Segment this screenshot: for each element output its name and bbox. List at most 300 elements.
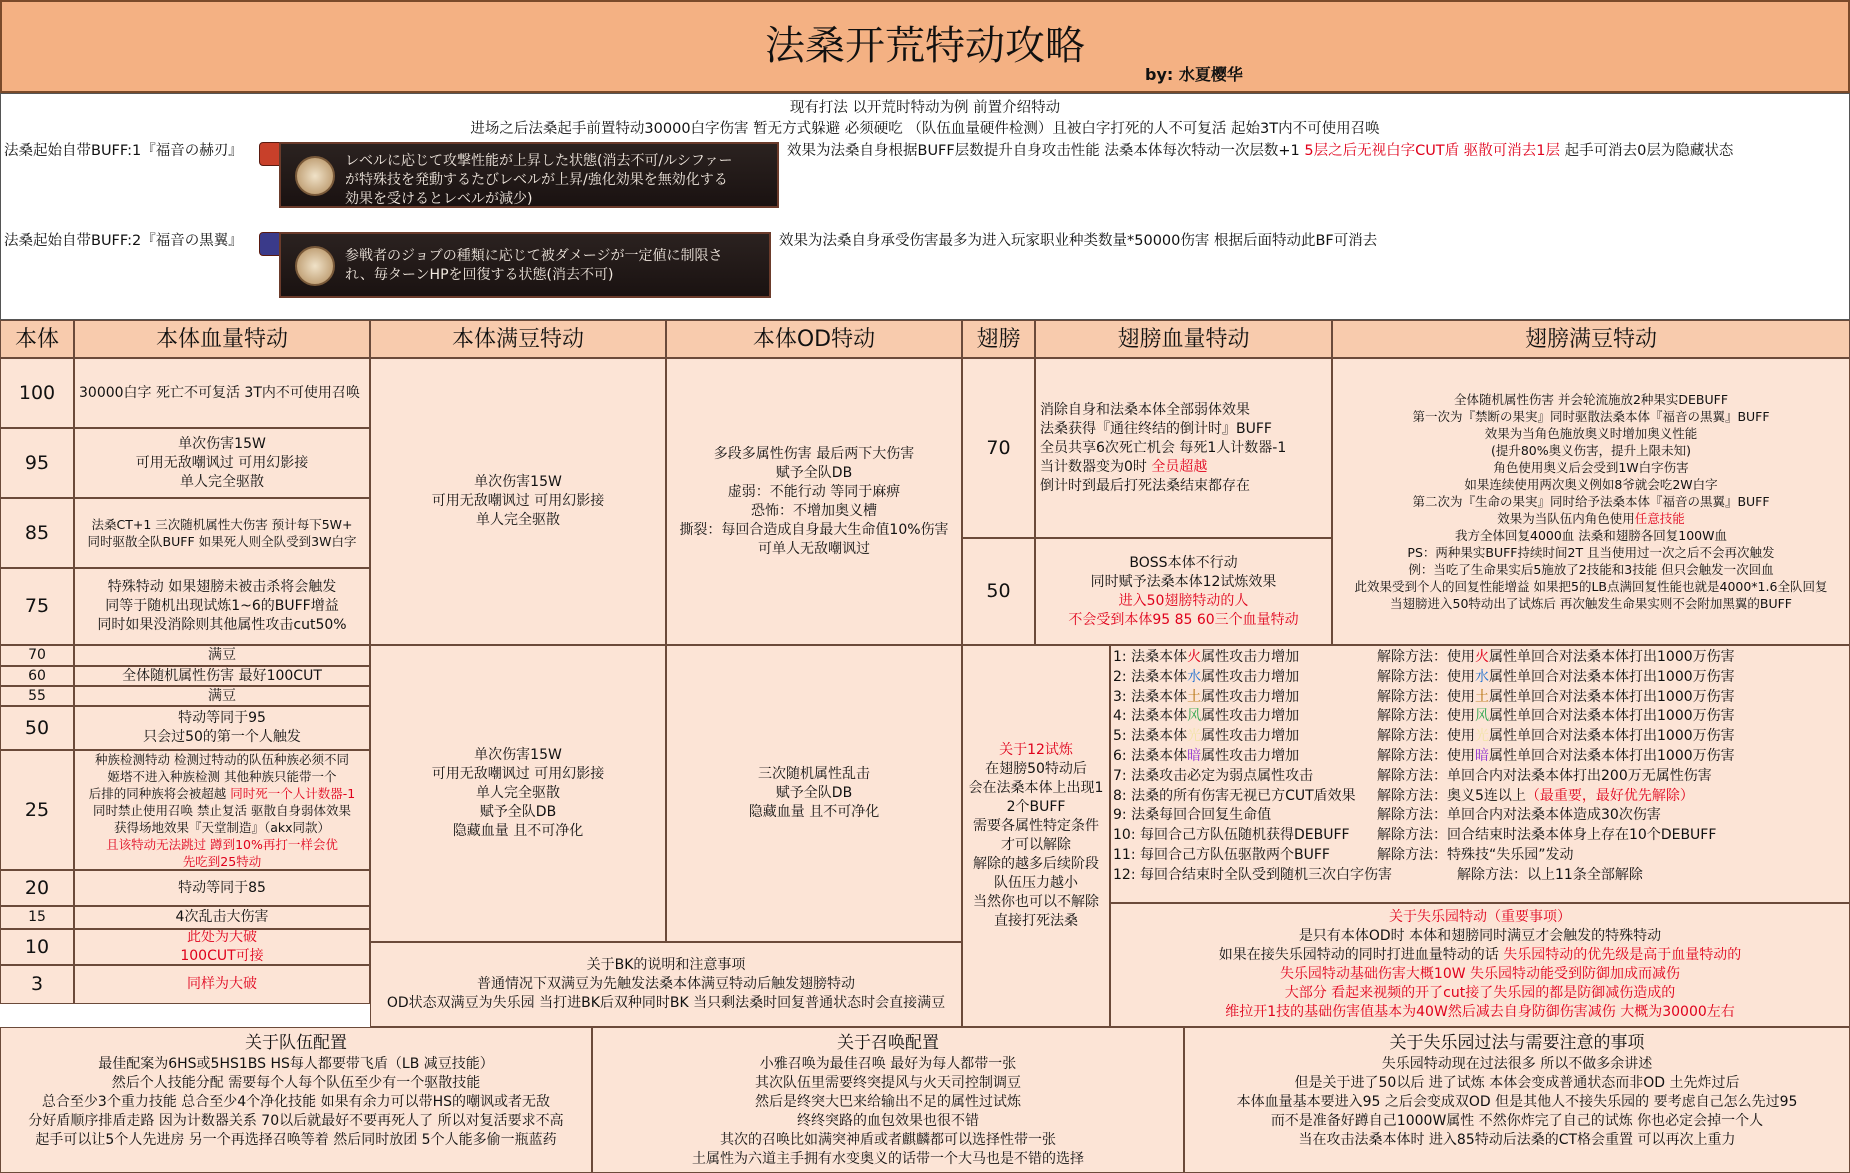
summon-line-1: 其次队伍里需要终突提风与火天司控制调豆 [755, 1075, 1021, 1091]
wing-full-line-2 [1333, 425, 1849, 442]
trial-note [962, 645, 1110, 1027]
body-hp-25 [74, 750, 370, 870]
body-hp-line: 姬塔不进入种族检测 其他种族只能带一个 [107, 768, 337, 784]
bk-note-line-2: OD状态双满豆为失乐园 当打进BK后双种同时BK 当只剩法桑时回复普通状态时会直接满豆 [386, 995, 946, 1011]
body-hp-text [75, 516, 369, 550]
trial-effect-b: 属性攻击力增加 [1201, 688, 1300, 705]
body-od-upper [666, 358, 962, 645]
trial-item-7 [1113, 767, 1313, 786]
team-line-0: 最佳配案为6HS或5HS1BS HS每人都要带飞盾（LB 减豆技能） [98, 1056, 494, 1072]
trial-num: 11: [1113, 847, 1140, 863]
body-hp-line: 同时驱散全队BUFF 如果死人则全队受到3W白字 [87, 534, 357, 549]
trial-element: 火 [1187, 649, 1202, 665]
body-pct-label: 85 [24, 521, 50, 544]
wing-full-text: 例：当吃了生命果实后5施放了2技能和3技能 但只会触发一次回血 [1408, 562, 1774, 577]
buff1-screenshot [279, 142, 779, 208]
body-hp-text [79, 384, 369, 403]
body-hp-line: 同时禁止使用召唤 禁止复活 驱散自身弱体效果 [93, 802, 351, 818]
summon-line-4: 其次的召唤比如满突神盾或者麒麟都可以选择性带一张 [720, 1132, 1056, 1148]
wing-full-line-1 [1333, 408, 1849, 425]
paradise-route [1184, 1027, 1850, 1173]
body-hp-line: 特动等同于85 [178, 879, 266, 896]
od-upper-line-2: 虚弱：不能行动 等同于麻痹 [727, 483, 901, 500]
buff1-desc-red: 5层之后无视白字CUT盾 驱散可消去1层 [1304, 143, 1560, 159]
full-upper-line-0: 单次伤害15W [474, 474, 562, 490]
header-body: 本体 [0, 320, 74, 358]
trials-panel [1110, 645, 1850, 903]
full-upper-line-1: 可用无敌嘲讽过 可用幻影接 [431, 493, 605, 509]
wing70-text: 消除自身和法桑本体全部弱体效果 [1040, 401, 1250, 418]
wing-full-line-10 [1333, 561, 1849, 578]
trial-num: 3: [1113, 688, 1132, 705]
trial-effect: 法桑本体 [1131, 748, 1188, 764]
body-pct-label: 15 [28, 909, 46, 925]
body-hp-red-line: 此处为大破 [187, 929, 257, 945]
body-hp-text [75, 975, 369, 994]
full-lower-line-3: 赋予全队DB [479, 804, 557, 820]
body-pct-label: 3 [30, 973, 44, 995]
trial-solution-text: 解除方法：回合结束时法桑本体身上存在10个DEBUFF [1377, 827, 1717, 844]
wing-full [1332, 358, 1850, 645]
body-hp-red-line: 先吃到25特动 [182, 853, 262, 869]
wing70-line-4 [1040, 477, 1331, 496]
body-hp-50 [74, 706, 370, 750]
trial-solution-element: 光 [1475, 728, 1489, 745]
trial-solution-rest: 属性单回合对法桑本体打出1000万伤害 [1489, 649, 1735, 665]
trial-solution-element: 土 [1475, 688, 1489, 705]
body-hp-red-line: 100CUT可接 [180, 948, 264, 964]
paradise-route-title: 关于失乐园过法与需要注意的事项 [1389, 1033, 1645, 1053]
body-hp-line: 特殊特动 如果翅膀未被击杀将会触发 [107, 579, 337, 595]
od-upper-line-1: 赋予全队DB [775, 464, 853, 481]
route-line-3: 而不是准备好蹲自己1000W属性 不然你炸完了自己的试炼 你也必定会掉一个人 [1270, 1113, 1764, 1129]
body-pct-3 [0, 965, 74, 1004]
body-hp-line: 只会过50的第一个人触发 [143, 729, 301, 745]
wing-pct-70-label: 70 [986, 436, 1011, 459]
wing70-line-1 [1040, 420, 1331, 439]
body-hp-75 [74, 568, 370, 645]
body-pct-60 [0, 666, 74, 686]
paradise-line-4: 大部分 看起来视频的开了cut接了失乐园的都是防御减伤造成的 [1284, 985, 1676, 1001]
blade-icon [295, 156, 335, 196]
trial-note-line-4: 才可以解除 [1001, 837, 1071, 853]
route-line-1: 但是关于进了50以后 进了试炼 本体会变成普通状态而非OD 土先炸过后 [1294, 1075, 1740, 1091]
trial-note-line-7: 当然你也可以不解除 [973, 894, 1099, 910]
team-line-4: 起手可以让5个人先进房 另一个再选择召唤等着 然后同时放团 5个人能多偷一瓶蓝药 [35, 1132, 557, 1148]
buff1-desc-b: 起手可消去0层为隐藏状态 [1564, 143, 1734, 159]
trial-element: 风 [1187, 708, 1202, 725]
wing-full-text: 第一次为『禁断の果実』同时驱散法桑本体『福音の黒翼』BUFF [1412, 409, 1770, 424]
buff1-jp-line3: 効果を受けるとレベルが減少) [345, 191, 533, 207]
body-pct-label: 60 [28, 667, 46, 684]
wing-hp-70 [1035, 358, 1332, 538]
body-hp-60 [74, 666, 370, 686]
summon-config [592, 1027, 1184, 1173]
wing50-red-0: 进入50翅膀特动的人 [1118, 592, 1249, 609]
trial-solution-3 [1377, 688, 1735, 707]
wing-pct-70 [962, 358, 1035, 538]
buff2-jp-line1: 参戦者のジョブの種類に応じて被ダメージが一定値に制限さ [345, 248, 723, 264]
trial-note-line-0: 在翅膀50特动后 [985, 761, 1087, 777]
trial-solution-text: 解除方法：单回合内对法桑本体打出200万无属性伤害 [1377, 767, 1712, 784]
trial-solution-rest: 属性单回合对法桑本体打出1000万伤害 [1489, 728, 1735, 745]
wing-full-line-6 [1333, 493, 1849, 510]
body-pct-label: 70 [28, 647, 46, 663]
trial-solution-9 [1377, 806, 1661, 825]
trial-item-5 [1113, 727, 1299, 746]
trial-num: 4: [1113, 708, 1132, 725]
wing70-text: 法桑获得『通往终结的倒计时』BUFF [1040, 420, 1272, 437]
trial-effect: 法桑本体 [1131, 688, 1188, 705]
page-title: 法桑开荒特动攻略 [765, 23, 1085, 69]
body-hp-line: 全体随机属性伤害 最好100CUT [122, 667, 322, 684]
body-pct-15 [0, 906, 74, 929]
trial-element: 土 [1187, 688, 1202, 705]
wing-pct-50 [962, 538, 1035, 645]
trial-solution-text: 解除方法：使用 [1377, 728, 1475, 745]
trial-item-11 [1113, 846, 1330, 865]
wing-full-line-3 [1333, 442, 1849, 459]
body-hp-line: 30000白字 死亡不可复活 3T内不可使用召唤 [79, 384, 360, 401]
full-lower-line-4: 隐藏血量 且不可净化 [452, 823, 584, 839]
body-hp-100 [74, 358, 370, 428]
wing-full-text: 效果为当角色施放奥义时增加奥义性能 [1484, 426, 1698, 441]
trial-solution-rest: 属性单回合对法桑本体打出1000万伤害 [1489, 708, 1735, 725]
wing-full-text: 此效果受到个人的回复性能增益 如果把5的LB点满回复性能也就是4000*1.6全队回复 [1354, 579, 1828, 594]
wing-pct-50-label: 50 [986, 580, 1011, 602]
trial-effect-b: 属性攻击力增加 [1201, 649, 1300, 665]
trial-num: 2: [1113, 668, 1132, 685]
trial-solution-1 [1377, 648, 1735, 667]
header-wing: 翅膀 [962, 320, 1035, 358]
body-pct-10 [0, 929, 74, 965]
trial-solution-text: 解除方法：使用 [1377, 649, 1475, 665]
wing-full-line-9 [1333, 544, 1849, 561]
wing-full-text: 当翅膀进入50特动出了试炼后 再次触发生命果实则不会附加黑翼的BUFF [1390, 596, 1792, 611]
trial-effect: 每回合结束时全队受到随机三次白字伤害 [1139, 866, 1392, 883]
trial-solution-red: （最重要，最好优先解除） [1525, 787, 1694, 804]
trial-solution-10 [1377, 826, 1716, 845]
wing70-line-2 [1040, 439, 1331, 458]
trial-num: 7: [1113, 767, 1132, 784]
od-upper-line-0: 多段多属性伤害 最后两下大伤害 [713, 445, 915, 462]
trial-solution-element: 水 [1475, 668, 1489, 685]
full-upper-line-2: 单人完全驱散 [476, 512, 560, 528]
bk-note-line-1: 普通情况下双满豆为先触发法桑本体满豆特动后触发翅膀特动 [477, 976, 855, 992]
paradise-title: 关于失乐园特动（重要事项） [1389, 909, 1571, 925]
buff2-screenshot [279, 232, 771, 298]
wing-full-line-4 [1333, 459, 1849, 476]
body-hp-line-text: 后排的同种族将会被超越 [88, 785, 227, 801]
trial-element: 水 [1187, 668, 1202, 685]
intro-line-1: 现有打法 以开荒时特动为例 前置介绍特动 [789, 100, 1061, 116]
trial-num: 10: [1113, 827, 1140, 844]
trial-effect: 法桑本体 [1131, 708, 1188, 725]
trial-effect-b: 属性攻击力增加 [1201, 668, 1300, 685]
header-wing-hp: 翅膀血量特动 [1035, 320, 1332, 358]
trial-item-8 [1113, 787, 1356, 806]
trial-effect-b: 属性攻击力增加 [1201, 708, 1300, 725]
trial-solution-text: 解除方法：单回合内对法桑本体造成30次伤害 [1377, 807, 1661, 824]
summon-line-0: 小雅召唤为最佳召唤 最好为每人都带一张 [759, 1056, 1017, 1072]
header-body-od: 本体OD特动 [666, 320, 962, 358]
body-pct-label: 20 [24, 876, 50, 899]
body-hp-95 [74, 428, 370, 498]
body-hp-line: 获得场地效果『天堂制造』（akx同款） [113, 819, 331, 835]
wing-full-text: 如果连续使用两次奥义例如8爷就会吃2W白字 [1464, 477, 1718, 492]
team-line-3: 分好盾顺序排盾走路 因为计数器关系 70以后就最好不要再死人了 所以对复活要求不高 [28, 1113, 564, 1129]
wing70-line-3 [1040, 458, 1331, 477]
trial-solution-12 [1457, 866, 1643, 885]
body-hp-20 [74, 870, 370, 906]
summon-line-5: 土属性为六道主手拥有水变奥义的话带一个大马也是不错的选择 [692, 1151, 1084, 1167]
body-hp-text [75, 879, 369, 898]
body-hp-85 [74, 498, 370, 568]
paradise-line-5: 维拉开1技的基础伤害值基本为40W然后减去自身防御伤害减伤 大概为30000左右 [1225, 1004, 1735, 1020]
body-pct-100 [0, 358, 74, 428]
wing-full-text: 第二次为『生命の果実』同时给予法桑本体『福音の黒翼』BUFF [1412, 494, 1770, 509]
bk-note [370, 942, 962, 1027]
trial-item-10 [1113, 826, 1350, 845]
trial-note-title: 关于12试炼 [999, 742, 1073, 758]
trial-item-9 [1113, 806, 1271, 825]
od-upper-line-5: 可单人无敌嘲讽过 [758, 540, 870, 557]
body-pct-70 [0, 645, 74, 666]
wing-full-line-7 [1333, 510, 1849, 527]
trial-effect: 法桑本体 [1131, 649, 1188, 665]
body-pct-85 [0, 498, 74, 568]
buff1-jp-line2: が特殊技を発動するたびレベルが上昇/強化効果を無効化する [345, 172, 728, 188]
wing-full-text: PS：两种果实BUFF持续时间2T 且当使用过一次之后不会再次触发 [1407, 545, 1775, 560]
header-body-full: 本体满豆特动 [370, 320, 666, 358]
team-config [0, 1027, 592, 1173]
wing-icon [295, 246, 335, 286]
wing70-line-0 [1040, 401, 1331, 420]
body-hp-red-line: 且该特动无法跳过 蹲到10%再打一样会优 [106, 836, 338, 852]
body-hp-line: 法桑CT+1 三次随机属性大伤害 预计每下5W+ [91, 517, 353, 532]
od-lower-line-0: 三次随机属性乱击 [758, 766, 870, 782]
body-hp-text [75, 435, 369, 492]
trial-num: 1: [1113, 649, 1132, 665]
trial-note-line-1: 会在法桑本体上出现1 [968, 780, 1104, 796]
paradise-note [1110, 903, 1850, 1027]
team-line-2: 总合至少3个重力技能 总合至少4个净化技能 如果有余力可以带HS的嘲讽或者无敌 [41, 1094, 551, 1110]
trial-num: 6: [1113, 748, 1132, 764]
body-hp-line: 满豆 [208, 687, 236, 704]
wing-full-text: 角色使用奥义后会受到1W白字伤害 [1493, 460, 1689, 475]
body-hp-red-line: 同样为大破 [187, 976, 257, 992]
wing50-line-0: BOSS本体不行动 [1129, 554, 1238, 571]
trial-solution-element: 火 [1475, 649, 1489, 665]
body-hp-red-inline: 同时死一个人计数器-1 [226, 785, 356, 801]
trial-solution-text: 解除方法：使用 [1377, 708, 1475, 725]
trial-solution-text: 解除方法：奥义5连以上 [1377, 787, 1526, 804]
wing-full-text: (提升80%奥义伤害，提升上限未知) [1490, 443, 1692, 458]
body-pct-20 [0, 870, 74, 906]
summon-config-title: 关于召唤配置 [837, 1033, 939, 1053]
trial-note-line-3: 需要各属性特定条件 [973, 818, 1099, 834]
paradise-line-2b: 失乐园特动的优先级是高于血量特动的 [1503, 947, 1742, 963]
trial-note-line-6: 队伍压力越小 [994, 875, 1078, 891]
body-full-lower [370, 645, 666, 942]
trial-solution-11 [1377, 846, 1574, 865]
intro-section [0, 93, 1850, 320]
wing-full-line-0 [1333, 391, 1849, 408]
paradise-line-2a: 如果在接失乐园特动的同时打进血量特动的话 [1218, 947, 1499, 963]
trial-solution-8 [1377, 787, 1694, 806]
trial-effect: 法桑攻击必定为弱点属性攻击 [1131, 767, 1314, 784]
trial-solution-rest: 属性单回合对法桑本体打出1000万伤害 [1489, 688, 1735, 705]
trial-num: 8: [1113, 787, 1132, 804]
trial-note-line-8: 直接打死法桑 [994, 913, 1078, 929]
trial-item-12 [1113, 866, 1392, 885]
wing70-text: 当计数器变为0时 [1040, 458, 1147, 475]
summon-line-3: 终终突路的血包效果也很不错 [797, 1113, 979, 1129]
od-upper-line-4: 撕裂：每回合造成自身最大生命值10%伤害 [679, 521, 949, 538]
body-hp-text [75, 908, 369, 927]
body-pct-label: 75 [24, 595, 50, 617]
author-credit: by: 水夏樱华 [1145, 65, 1243, 84]
buff2-jp-line2: れ、毎ターンHPを回復する状態(消去不可) [345, 267, 614, 283]
body-pct-50 [0, 706, 74, 750]
od-lower-line-1: 赋予全队DB [775, 785, 853, 801]
body-pct-label: 50 [24, 716, 50, 739]
body-hp-text [75, 709, 369, 747]
body-hp-10 [74, 929, 370, 965]
bk-note-line-0: 关于BK的说明和注意事项 [586, 957, 746, 973]
wing70-red: 全员超越 [1146, 458, 1208, 475]
body-pct-label: 25 [24, 798, 50, 821]
body-hp-3 [74, 965, 370, 1004]
body-hp-line: 单人完全驱散 [180, 473, 264, 490]
route-line-0: 失乐园特动现在过法很多 所以不做多余讲述 [1381, 1056, 1653, 1072]
wing-full-text: 全体随机属性伤害 并会轮流施放2种果实DEBUFF [1453, 392, 1729, 407]
body-hp-line: 种族检测特动 检测过特动的队伍种族必须不同 [95, 751, 349, 767]
intro-line-2: 进场之后法桑起手前置特动30000白字伤害 暂无方式躲避 必须硬吃 （队伍血量硬件检测）且被白字打死的人不可复活 起始3T内不可使用召唤 [470, 121, 1380, 137]
title-bar [0, 0, 1850, 93]
body-hp-line: 满豆 [208, 647, 236, 663]
route-line-2: 本体血量基本要进入95 之后会变成双OD 但是其他人不接失乐园的 要考虑自己怎么先过95 [1236, 1094, 1798, 1110]
od-upper-line-3: 恐怖：不增加奥义槽 [751, 502, 877, 519]
trial-element: 光 [1187, 728, 1202, 745]
trial-item-4 [1113, 707, 1299, 726]
body-hp-text [75, 646, 369, 665]
wing-full-text: 效果为当队伍内角色使用 [1497, 511, 1635, 526]
wing50-red-1: 不会受到本体95 85 60三个血量特动 [1068, 611, 1299, 628]
body-hp-text [75, 667, 369, 686]
trial-solution-text: 解除方法：以上11条全部解除 [1457, 866, 1643, 883]
trial-solution-6 [1377, 747, 1735, 766]
body-pct-75 [0, 568, 74, 645]
trial-effect: 每回合己方队伍驱散两个BUFF [1139, 847, 1330, 863]
trial-solution-2 [1377, 668, 1735, 687]
body-hp-text [75, 929, 369, 965]
body-hp-line: 单次伤害15W [178, 435, 266, 452]
body-pct-label: 100 [18, 381, 56, 404]
trial-effect-b: 属性攻击力增加 [1201, 728, 1300, 745]
buff1-label: 法桑起始自带BUFF:1『福音の赫刃』 [4, 143, 243, 159]
body-od-lower [666, 645, 962, 942]
body-hp-line: 可用无敌嘲讽过 可用幻影接 [135, 454, 309, 471]
wing50-line-1: 同时赋予法桑本体12试炼效果 [1090, 573, 1277, 590]
od-lower-line-2: 隐藏血量 且不可净化 [748, 804, 880, 820]
trial-solution-7 [1377, 767, 1712, 786]
trial-effect: 法桑每回合回复生命值 [1131, 807, 1272, 824]
team-line-1: 然后个人技能分配 需要每个人每个队伍至少有一个驱散技能 [111, 1075, 481, 1091]
trial-element: 暗 [1187, 748, 1202, 764]
trial-solution-rest: 属性单回合对法桑本体打出1000万伤害 [1489, 668, 1735, 685]
trial-effect-b: 属性攻击力增加 [1201, 748, 1300, 764]
buff2-label: 法桑起始自带BUFF:2『福音の黒翼』 [4, 233, 243, 249]
body-hp-text [75, 751, 369, 870]
buff1-jp-line1: レベルに応じて攻撃性能が上昇した状態(消去不可/ルシファー [345, 153, 733, 169]
body-hp-line: 4次乱击大伤害 [175, 909, 269, 925]
wing-hp-50 [1035, 538, 1332, 645]
wing-full-line-11 [1333, 578, 1849, 595]
wing-full-text: 我方全体回复4000血 法桑和翅膀各回复100W血 [1454, 528, 1727, 543]
paradise-line-3: 失乐园特动基础伤害大概10W 失乐园特动能受到防御加成而减伤 [1279, 966, 1681, 982]
trial-item-6 [1113, 747, 1299, 766]
body-pct-label: 95 [24, 451, 50, 474]
wing70-text: 倒计时到最后打死法桑结束都存在 [1040, 477, 1250, 494]
body-hp-text [75, 687, 369, 706]
trial-solution-text: 解除方法：使用 [1377, 668, 1475, 685]
trial-item-1 [1113, 648, 1299, 667]
body-pct-25 [0, 750, 74, 870]
wing-full-line-8 [1333, 527, 1849, 544]
header-body-hp: 本体血量特动 [74, 320, 370, 358]
trial-solution-element: 风 [1475, 708, 1489, 725]
trial-solution-rest: 属性单回合对法桑本体打出1000万伤害 [1489, 748, 1735, 764]
body-hp-line: 特动等同于95 [178, 710, 266, 726]
trial-note-line-2: 2个BUFF [1006, 799, 1066, 815]
trial-num: 12: [1113, 866, 1140, 883]
trial-num: 9: [1113, 807, 1132, 824]
body-pct-95 [0, 428, 74, 498]
trial-solution-text: 解除方法：使用 [1377, 688, 1475, 705]
trial-note-line-5: 解除的越多后续阶段 [973, 856, 1099, 872]
body-hp-55 [74, 686, 370, 706]
wing-full-line-12 [1333, 595, 1849, 612]
header-wing-full: 翅膀满豆特动 [1332, 320, 1850, 358]
buff1-desc-a: 效果为法桑自身根据BUFF层数提升自身攻击性能 法桑本体每次特动一次层数+1 [787, 143, 1300, 159]
body-hp-line: 同等于随机出现试炼1~6的BUFF增益 [105, 598, 339, 614]
full-lower-line-1: 可用无敌嘲讽过 可用幻影接 [431, 766, 605, 782]
trial-solution-element: 暗 [1475, 748, 1489, 764]
summon-line-2: 然后是终突大巴来给输出不足的属性过试炼 [755, 1094, 1021, 1110]
trial-solution-4 [1377, 707, 1735, 726]
trial-effect: 法桑的所有伤害无视已方CUT盾效果 [1131, 787, 1356, 804]
paradise-line-2 [1111, 946, 1849, 965]
body-hp-70 [74, 645, 370, 666]
full-lower-line-2: 单人完全驱散 [476, 785, 560, 801]
trial-effect: 每回合己方队伍随机获得DEBUFF [1139, 827, 1350, 844]
buff1-desc [787, 139, 1733, 160]
wing-full-line-5 [1333, 476, 1849, 493]
wing-full-red: 任意技能 [1634, 511, 1685, 526]
trial-item-2 [1113, 668, 1299, 687]
body-pct-label: 10 [24, 935, 50, 958]
body-full-upper [370, 358, 666, 645]
buff2-desc: 效果为法桑自身承受伤害最多为进入玩家职业种类数量*50000伤害 根据后面特动此BF可消去 [779, 233, 1378, 249]
trial-effect: 法桑本体 [1131, 668, 1188, 685]
trial-num: 5: [1113, 728, 1132, 745]
team-config-title: 关于队伍配置 [245, 1033, 347, 1053]
body-hp-text [75, 578, 369, 635]
body-hp-15 [74, 906, 370, 929]
trial-solution-text: 解除方法：特殊技“失乐园”发动 [1377, 847, 1574, 863]
body-pct-label: 55 [28, 687, 46, 704]
